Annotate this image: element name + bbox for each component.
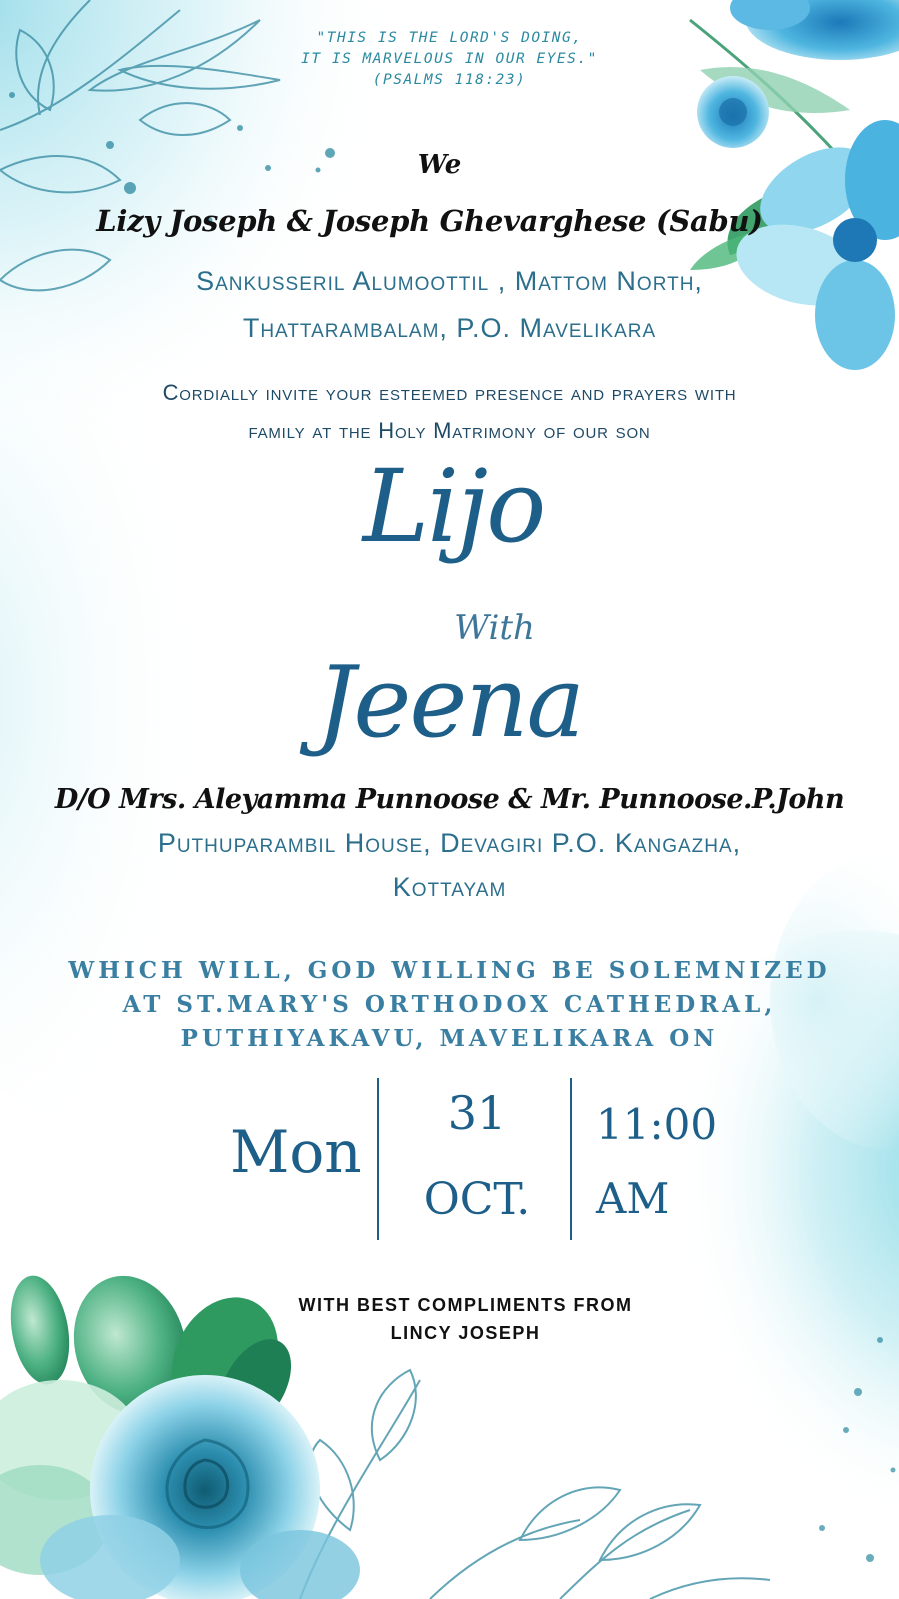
invitation-line-1: Cordially invite your esteemed presence and prayers with (162, 380, 737, 405)
couple-connector: With (454, 608, 535, 648)
event-time: 11:00 (596, 1100, 718, 1149)
bride-address-line-1: Puthuparambil House, Devagiri P.O. Kangazha, (157, 828, 742, 858)
date-divider-right (570, 1078, 572, 1240)
scripture-verse (0, 28, 899, 91)
hosts-names: Lizy Joseph & Joseph Ghevarghese (Sabu) (96, 204, 763, 238)
date-number: 31 (447, 1086, 507, 1140)
day-of-week: Mon (230, 1118, 362, 1186)
date-month: OCT. (423, 1174, 531, 1225)
bride-parents: D/O Mrs. Aleyamma Punnoose & Mr. Punnoose.P.John (54, 784, 845, 815)
venue-line-3: PUTHIYAKAVU, MAVELIKARA ON (180, 1025, 719, 1052)
hosts-address-line-1: Sankusseril Alumoottil , Mattom North, (196, 266, 703, 296)
event-meridiem: AM (596, 1174, 670, 1223)
groom-name: Lijo (362, 448, 545, 565)
hosts-intro: We (417, 150, 462, 180)
invitation-line-2: family at the Holy Matrimony of our son (248, 418, 651, 443)
venue-line-1: WHICH WILL, GOD WILLING BE SOLEMNIZED (68, 957, 831, 984)
bride-address-line-2: Kottayam (392, 872, 507, 902)
hosts-address-line-2: Thattarambalam, P.O. Mavelikara (242, 313, 657, 343)
verse-line-1: "THIS IS THE LORD'S DOING, (316, 30, 583, 46)
bride-name: Jeena (316, 646, 583, 760)
verse-reference: (PSALMS 118:23) (372, 72, 527, 88)
date-time-block (0, 1078, 899, 1243)
verse-line-2: IT IS MARVELOUS IN OUR EYES." (301, 51, 598, 67)
venue-line-2: AT ST.MARY'S ORTHODOX CATHEDRAL, (122, 991, 777, 1018)
date-divider-left (377, 1078, 379, 1240)
compliments-name: LINCY JOSEPH (390, 1323, 541, 1343)
compliments-line-1: WITH BEST COMPLIMENTS FROM (298, 1295, 633, 1315)
